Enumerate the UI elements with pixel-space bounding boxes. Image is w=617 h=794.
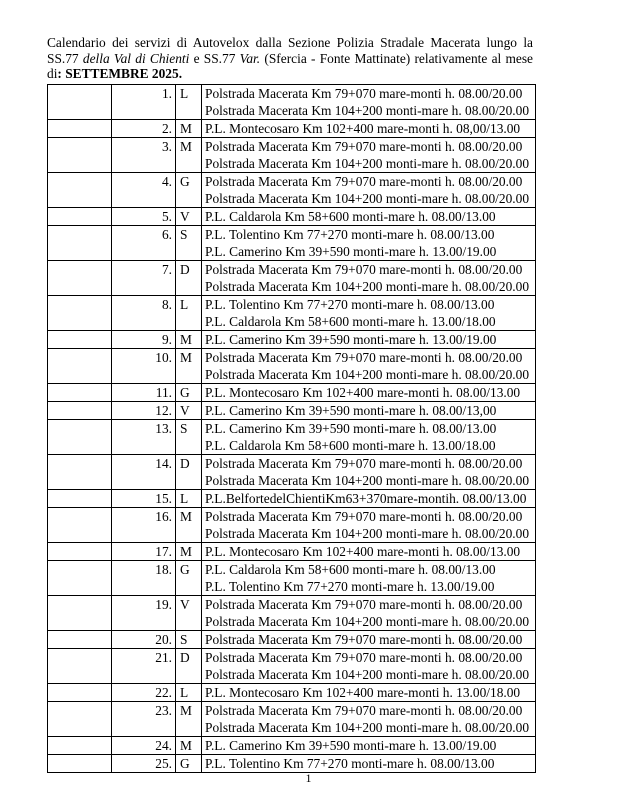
table-row xyxy=(48,596,536,631)
service-line: Polstrada Macerata Km 79+070 mare-monti h. 08.00/20.00 xyxy=(205,597,523,612)
weekday-cell: L xyxy=(176,684,202,702)
service-line: Polstrada Macerata Km 104+200 monti-mare h. 08.00/20.00 xyxy=(205,191,530,206)
service-line: P.L. Caldarola Km 58+600 monti-mare h. 13.00/18.00 xyxy=(205,438,496,453)
service-line: P.L. Camerino Km 39+590 monti-mare h. 13.00/19.00 xyxy=(205,332,497,347)
service-line: Polstrada Macerata Km 104+200 monti-mare h. 08.00/20.00 xyxy=(205,526,530,541)
service-cell xyxy=(202,561,536,596)
schedule-table xyxy=(47,84,536,773)
weekday-cell: S xyxy=(176,226,202,261)
table-row xyxy=(48,402,536,420)
day-number-cell: 10. xyxy=(112,349,176,384)
weekday-cell: S xyxy=(176,631,202,649)
blank-cell xyxy=(48,85,112,120)
service-cell xyxy=(202,402,536,420)
service-line: Polstrada Macerata Km 104+200 monti-mare h. 08.00/20.00 xyxy=(205,667,530,682)
table-row xyxy=(48,384,536,402)
service-cell xyxy=(202,120,536,138)
intro-text-1: Calendario dei servizi di Autovelox dalla Sezione Polizia Stradale Macerata lungo la SS.77 xyxy=(47,35,533,66)
service-line: P.L. Tolentino Km 77+270 monti-mare h. 08.00/13.00 xyxy=(205,227,495,242)
blank-cell xyxy=(48,543,112,561)
day-number-cell: 17. xyxy=(112,543,176,561)
service-cell xyxy=(202,543,536,561)
intro-italic-val-di-chienti: della Val di Chienti xyxy=(82,50,190,66)
service-cell xyxy=(202,331,536,349)
service-line: Polstrada Macerata Km 104+200 monti-mare h. 08.00/20.00 xyxy=(205,367,530,382)
weekday-cell: L xyxy=(176,490,202,508)
table-row xyxy=(48,261,536,296)
document-intro xyxy=(47,35,533,82)
table-row xyxy=(48,85,536,120)
table-row xyxy=(48,331,536,349)
day-number-cell: 12. xyxy=(112,402,176,420)
day-number-cell: 23. xyxy=(112,702,176,737)
day-number-cell: 25. xyxy=(112,755,176,773)
weekday-cell: G xyxy=(176,173,202,208)
intro-text-3: (Sfercia - Fonte Mattinate) relativamente al mese di xyxy=(47,50,533,82)
weekday-cell: V xyxy=(176,402,202,420)
service-line: P.L. Tolentino Km 77+270 monti-mare h. 08.00/13.00 xyxy=(205,756,495,771)
table-row xyxy=(48,649,536,684)
weekday-cell: S xyxy=(176,420,202,455)
weekday-cell: G xyxy=(176,755,202,773)
blank-cell xyxy=(48,226,112,261)
day-number-cell: 9. xyxy=(112,331,176,349)
service-cell xyxy=(202,702,536,737)
blank-cell xyxy=(48,649,112,684)
weekday-cell: M xyxy=(176,138,202,173)
service-cell xyxy=(202,261,536,296)
service-cell xyxy=(202,208,536,226)
table-row xyxy=(48,138,536,173)
service-line: Polstrada Macerata Km 104+200 monti-mare h. 08.00/20.00 xyxy=(205,103,530,118)
blank-cell xyxy=(48,596,112,631)
weekday-cell: G xyxy=(176,561,202,596)
weekday-cell: M xyxy=(176,543,202,561)
weekday-cell: M xyxy=(176,737,202,755)
service-line: Polstrada Macerata Km 104+200 monti-mare h. 08.00/20.00 xyxy=(205,614,530,629)
weekday-cell: M xyxy=(176,349,202,384)
table-row xyxy=(48,420,536,455)
day-number-cell: 4. xyxy=(112,173,176,208)
blank-cell xyxy=(48,349,112,384)
service-line: Polstrada Macerata Km 104+200 monti-mare h. 08.00/20.00 xyxy=(205,156,530,171)
day-number-cell: 21. xyxy=(112,649,176,684)
service-line: Polstrada Macerata Km 104+200 monti-mare h. 08.00/20.00 xyxy=(205,473,530,488)
service-cell xyxy=(202,420,536,455)
blank-cell xyxy=(48,296,112,331)
service-cell xyxy=(202,737,536,755)
service-line: Polstrada Macerata Km 79+070 mare-monti h. 08.00/20.00 xyxy=(205,139,523,154)
blank-cell xyxy=(48,420,112,455)
service-line: P.L. Tolentino Km 77+270 monti-mare h. 08.00/13.00 xyxy=(205,297,495,312)
table-row xyxy=(48,455,536,490)
service-line: P.L. Montecosaro Km 102+400 mare-monti h. 08.00/13.00 xyxy=(205,385,521,400)
service-line: Polstrada Macerata Km 79+070 mare-monti h. 08.00/20.00 xyxy=(205,703,523,718)
blank-cell xyxy=(48,508,112,543)
service-cell xyxy=(202,631,536,649)
table-row xyxy=(48,631,536,649)
blank-cell xyxy=(48,455,112,490)
service-line: Polstrada Macerata Km 79+070 mare-monti h. 08.00/20.00 xyxy=(205,509,523,524)
service-cell xyxy=(202,455,536,490)
intro-month: : SETTEMBRE 2025. xyxy=(57,66,183,82)
service-cell xyxy=(202,85,536,120)
service-cell xyxy=(202,384,536,402)
table-row xyxy=(48,702,536,737)
weekday-cell: D xyxy=(176,261,202,296)
weekday-cell: V xyxy=(176,208,202,226)
blank-cell xyxy=(48,331,112,349)
service-cell xyxy=(202,649,536,684)
day-number-cell: 18. xyxy=(112,561,176,596)
table-row xyxy=(48,490,536,508)
table-row xyxy=(48,208,536,226)
service-line: P.L. Montecosaro Km 102+400 mare-monti h. 13.00/18.00 xyxy=(205,685,521,700)
service-cell xyxy=(202,349,536,384)
table-row xyxy=(48,349,536,384)
service-line: P.L. Tolentino Km 77+270 monti-mare h. 13.00/19.00 xyxy=(205,579,495,594)
service-line: Polstrada Macerata Km 79+070 mare-monti h. 08.00/20.00 xyxy=(205,632,523,647)
weekday-cell: G xyxy=(176,384,202,402)
service-line: Polstrada Macerata Km 79+070 mare-monti h. 08.00/20.00 xyxy=(205,456,523,471)
service-cell xyxy=(202,490,536,508)
weekday-cell: M xyxy=(176,702,202,737)
blank-cell xyxy=(48,138,112,173)
service-cell xyxy=(202,508,536,543)
service-line: Polstrada Macerata Km 79+070 mare-monti h. 08.00/20.00 xyxy=(205,650,523,665)
day-number-cell: 13. xyxy=(112,420,176,455)
blank-cell xyxy=(48,173,112,208)
table-row xyxy=(48,173,536,208)
service-cell xyxy=(202,173,536,208)
blank-cell xyxy=(48,402,112,420)
weekday-cell: L xyxy=(176,296,202,331)
day-number-cell: 6. xyxy=(112,226,176,261)
service-cell xyxy=(202,755,536,773)
service-line: P.L. Caldarola Km 58+600 monti-mare h. 08.00/13.00 xyxy=(205,209,496,224)
service-line: P.L. Camerino Km 39+590 monti-mare h. 13.00/19.00 xyxy=(205,738,497,753)
day-number-cell: 15. xyxy=(112,490,176,508)
table-row xyxy=(48,296,536,331)
day-number-cell: 11. xyxy=(112,384,176,402)
table-row xyxy=(48,684,536,702)
service-cell xyxy=(202,296,536,331)
day-number-cell: 20. xyxy=(112,631,176,649)
service-line: Polstrada Macerata Km 104+200 monti-mare h. 08.00/20.00 xyxy=(205,279,530,294)
day-number-cell: 19. xyxy=(112,596,176,631)
day-number-cell: 1. xyxy=(112,85,176,120)
table-row xyxy=(48,737,536,755)
weekday-cell: D xyxy=(176,455,202,490)
page-number: 1 xyxy=(305,771,312,785)
service-line: P.L.BelfortedelChientiKm63+370mare-montih. 08.00/13.00 xyxy=(205,491,527,506)
service-line: Polstrada Macerata Km 79+070 mare-monti h. 08.00/20.00 xyxy=(205,86,523,101)
weekday-cell: M xyxy=(176,120,202,138)
day-number-cell: 16. xyxy=(112,508,176,543)
blank-cell xyxy=(48,702,112,737)
service-line: P.L. Camerino Km 39+590 monti-mare h. 13.00/19.00 xyxy=(205,244,497,259)
table-row xyxy=(48,543,536,561)
weekday-cell: D xyxy=(176,649,202,684)
blank-cell xyxy=(48,208,112,226)
service-cell xyxy=(202,226,536,261)
day-number-cell: 5. xyxy=(112,208,176,226)
service-line: P.L. Caldarola Km 58+600 monti-mare h. 08.00/13.00 xyxy=(205,562,496,577)
table-row xyxy=(48,755,536,773)
blank-cell xyxy=(48,561,112,596)
weekday-cell: M xyxy=(176,508,202,543)
table-row xyxy=(48,226,536,261)
weekday-cell: L xyxy=(176,85,202,120)
day-number-cell: 14. xyxy=(112,455,176,490)
blank-cell xyxy=(48,490,112,508)
day-number-cell: 24. xyxy=(112,737,176,755)
day-number-cell: 8. xyxy=(112,296,176,331)
table-row xyxy=(48,508,536,543)
service-line: P.L. Montecosaro Km 102+400 mare-monti h. 08,00/13.00 xyxy=(205,121,521,136)
table-row xyxy=(48,120,536,138)
blank-cell xyxy=(48,631,112,649)
service-cell xyxy=(202,684,536,702)
day-number-cell: 3. xyxy=(112,138,176,173)
blank-cell xyxy=(48,684,112,702)
blank-cell xyxy=(48,737,112,755)
blank-cell xyxy=(48,261,112,296)
service-line: Polstrada Macerata Km 79+070 mare-monti h. 08.00/20.00 xyxy=(205,262,523,277)
intro-text-2: e SS.77 xyxy=(189,50,240,66)
day-number-cell: 2. xyxy=(112,120,176,138)
service-line: P.L. Montecosaro Km 102+400 mare-monti h. 08.00/13.00 xyxy=(205,544,521,559)
service-line: Polstrada Macerata Km 79+070 mare-monti h. 08.00/20.00 xyxy=(205,174,523,189)
blank-cell xyxy=(48,755,112,773)
service-cell xyxy=(202,596,536,631)
service-line: P.L. Camerino Km 39+590 monti-mare h. 08.00/13,00 xyxy=(205,403,497,418)
day-number-cell: 22. xyxy=(112,684,176,702)
table-row xyxy=(48,561,536,596)
weekday-cell: V xyxy=(176,596,202,631)
service-line: Polstrada Macerata Km 79+070 mare-monti h. 08.00/20.00 xyxy=(205,350,523,365)
day-number-cell: 7. xyxy=(112,261,176,296)
service-line: Polstrada Macerata Km 104+200 monti-mare h. 08.00/20.00 xyxy=(205,720,530,735)
weekday-cell: M xyxy=(176,331,202,349)
blank-cell xyxy=(48,384,112,402)
service-line: P.L. Caldarola Km 58+600 monti-mare h. 13.00/18.00 xyxy=(205,314,496,329)
blank-cell xyxy=(48,120,112,138)
intro-italic-var: Var. xyxy=(239,50,261,66)
service-cell xyxy=(202,138,536,173)
schedule-table-body xyxy=(48,85,536,773)
service-line: P.L. Camerino Km 39+590 monti-mare h. 08.00/13.00 xyxy=(205,421,497,436)
